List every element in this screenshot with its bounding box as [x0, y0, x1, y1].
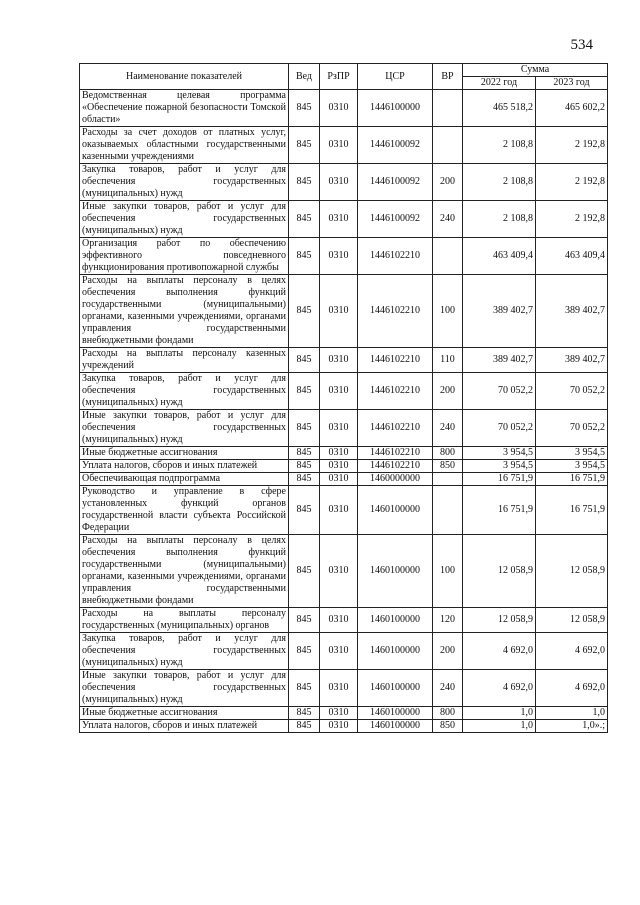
row-ved: 845 — [289, 720, 320, 733]
row-vr: 110 — [433, 348, 463, 373]
row-ved: 845 — [289, 447, 320, 460]
row-ved: 845 — [289, 164, 320, 201]
row-rzpr: 0310 — [320, 348, 358, 373]
row-amount-2023: 12 058,9 — [536, 535, 608, 608]
table-row — [80, 127, 608, 164]
table-row — [80, 201, 608, 238]
row-ved: 845 — [289, 633, 320, 670]
table-row — [80, 473, 608, 486]
row-name: Расходы за счет доходов от платных услуг, оказываемых областными государственными казенными учреждениями — [80, 127, 289, 164]
header-ved: Вед — [289, 64, 320, 90]
row-ved: 845 — [289, 473, 320, 486]
row-csr: 1446100000 — [358, 90, 433, 127]
row-vr: 100 — [433, 275, 463, 348]
table-row — [80, 535, 608, 608]
row-name: Закупка товаров, работ и услуг для обеспечения государственных (муниципальных) нужд — [80, 373, 289, 410]
row-name: Уплата налогов, сборов и иных платежей — [80, 720, 289, 733]
row-vr: 850 — [433, 460, 463, 473]
row-amount-2023: 3 954,5 — [536, 447, 608, 460]
row-name: Иные бюджетные ассигнования — [80, 707, 289, 720]
row-amount-2023: 389 402,7 — [536, 275, 608, 348]
row-amount-2022: 3 954,5 — [463, 447, 536, 460]
row-amount-2022: 463 409,4 — [463, 238, 536, 275]
row-amount-2023: 1,0 — [536, 707, 608, 720]
row-vr: 240 — [433, 410, 463, 447]
table-header — [80, 64, 608, 90]
row-ved: 845 — [289, 670, 320, 707]
row-amount-2023: 12 058,9 — [536, 608, 608, 633]
row-ved: 845 — [289, 127, 320, 164]
row-vr — [433, 486, 463, 535]
table-row — [80, 460, 608, 473]
row-csr: 1446102210 — [358, 373, 433, 410]
row-amount-2022: 12 058,9 — [463, 608, 536, 633]
row-rzpr: 0310 — [320, 201, 358, 238]
row-ved: 845 — [289, 608, 320, 633]
row-amount-2022: 4 692,0 — [463, 670, 536, 707]
table-row — [80, 164, 608, 201]
header-year-2023: 2023 год — [536, 77, 608, 90]
table-row — [80, 447, 608, 460]
row-name: Расходы на выплаты персоналу государственных (муниципальных) органов — [80, 608, 289, 633]
header-name: Наименование показателей — [80, 64, 289, 90]
row-vr: 200 — [433, 633, 463, 670]
row-name: Иные закупки товаров, работ и услуг для обеспечения государственных (муниципальных) нужд — [80, 410, 289, 447]
row-csr: 1446102210 — [358, 410, 433, 447]
table-row — [80, 348, 608, 373]
table-body — [80, 90, 608, 733]
row-rzpr: 0310 — [320, 373, 358, 410]
row-rzpr: 0310 — [320, 447, 358, 460]
row-amount-2022: 2 108,8 — [463, 164, 536, 201]
row-ved: 845 — [289, 275, 320, 348]
row-name: Обеспечивающая подпрограмма — [80, 473, 289, 486]
row-amount-2023: 16 751,9 — [536, 486, 608, 535]
row-amount-2023: 70 052,2 — [536, 373, 608, 410]
budget-table — [79, 63, 608, 733]
row-name: Расходы на выплаты персоналу в целях обеспечения выполнения функций государственными (муниципальными) органами, казенными учреждениями, органами управления государственными внебюджетными фондами — [80, 535, 289, 608]
row-vr: 240 — [433, 670, 463, 707]
row-csr: 1446100092 — [358, 164, 433, 201]
row-amount-2022: 1,0 — [463, 707, 536, 720]
row-amount-2022: 70 052,2 — [463, 373, 536, 410]
row-vr — [433, 238, 463, 275]
row-amount-2022: 389 402,7 — [463, 348, 536, 373]
row-amount-2023: 465 602,2 — [536, 90, 608, 127]
header-rzpr: РзПР — [320, 64, 358, 90]
row-name: Руководство и управление в сфере установленных функций органов государственной власти субъекта Российской Федерации — [80, 486, 289, 535]
row-csr: 1446102210 — [358, 447, 433, 460]
row-ved: 845 — [289, 460, 320, 473]
table-row — [80, 486, 608, 535]
row-amount-2023: 463 409,4 — [536, 238, 608, 275]
row-vr: 240 — [433, 201, 463, 238]
table-row — [80, 633, 608, 670]
row-amount-2023: 2 192,8 — [536, 164, 608, 201]
row-vr: 850 — [433, 720, 463, 733]
row-rzpr: 0310 — [320, 164, 358, 201]
row-amount-2022: 1,0 — [463, 720, 536, 733]
row-rzpr: 0310 — [320, 707, 358, 720]
row-amount-2023: 4 692,0 — [536, 670, 608, 707]
row-name: Расходы на выплаты персоналу казенных учреждений — [80, 348, 289, 373]
row-csr: 1460100000 — [358, 633, 433, 670]
row-name: Закупка товаров, работ и услуг для обеспечения государственных (муниципальных) нужд — [80, 633, 289, 670]
row-csr: 1446102210 — [358, 238, 433, 275]
row-name: Уплата налогов, сборов и иных платежей — [80, 460, 289, 473]
row-amount-2023: 3 954,5 — [536, 460, 608, 473]
row-rzpr: 0310 — [320, 633, 358, 670]
row-name: Расходы на выплаты персоналу в целях обеспечения выполнения функций государственными (муниципальными) органами, казенными учреждениями, органами управления государственными внебюджетными фондами — [80, 275, 289, 348]
table-row — [80, 275, 608, 348]
row-vr — [433, 90, 463, 127]
header-csr: ЦСР — [358, 64, 433, 90]
row-amount-2023: 70 052,2 — [536, 410, 608, 447]
row-rzpr: 0310 — [320, 473, 358, 486]
table-row — [80, 410, 608, 447]
row-vr: 200 — [433, 164, 463, 201]
row-csr: 1446102210 — [358, 275, 433, 348]
table-row — [80, 720, 608, 733]
row-ved: 845 — [289, 238, 320, 275]
row-csr: 1460100000 — [358, 720, 433, 733]
table-row — [80, 373, 608, 410]
row-ved: 845 — [289, 348, 320, 373]
row-vr — [433, 473, 463, 486]
row-amount-2022: 12 058,9 — [463, 535, 536, 608]
row-rzpr: 0310 — [320, 127, 358, 164]
row-ved: 845 — [289, 201, 320, 238]
row-amount-2022: 2 108,8 — [463, 127, 536, 164]
header-vr: ВР — [433, 64, 463, 90]
row-amount-2022: 16 751,9 — [463, 473, 536, 486]
row-csr: 1460100000 — [358, 707, 433, 720]
row-name: Закупка товаров, работ и услуг для обеспечения государственных (муниципальных) нужд — [80, 164, 289, 201]
row-vr: 100 — [433, 535, 463, 608]
row-ved: 845 — [289, 535, 320, 608]
row-rzpr: 0310 — [320, 670, 358, 707]
row-rzpr: 0310 — [320, 720, 358, 733]
row-vr: 800 — [433, 447, 463, 460]
header-year-2022: 2022 год — [463, 77, 536, 90]
row-csr: 1460100000 — [358, 486, 433, 535]
row-rzpr: 0310 — [320, 535, 358, 608]
row-vr: 800 — [433, 707, 463, 720]
row-name: Организация работ по обеспечению эффективного повседневного функционирования противопожарной службы — [80, 238, 289, 275]
row-amount-2022: 465 518,2 — [463, 90, 536, 127]
row-amount-2023: 4 692,0 — [536, 633, 608, 670]
row-vr: 200 — [433, 373, 463, 410]
row-amount-2022: 16 751,9 — [463, 486, 536, 535]
table-row — [80, 707, 608, 720]
row-name: Иные бюджетные ассигнования — [80, 447, 289, 460]
row-vr — [433, 127, 463, 164]
row-name: Иные закупки товаров, работ и услуг для обеспечения государственных (муниципальных) нужд — [80, 670, 289, 707]
table-row — [80, 238, 608, 275]
row-csr: 1446102210 — [358, 348, 433, 373]
table-row — [80, 90, 608, 127]
row-name: Ведомственная целевая программа «Обеспечение пожарной безопасности Томской области» — [80, 90, 289, 127]
row-amount-2022: 70 052,2 — [463, 410, 536, 447]
row-csr: 1460000000 — [358, 473, 433, 486]
table-row — [80, 608, 608, 633]
row-rzpr: 0310 — [320, 410, 358, 447]
row-vr: 120 — [433, 608, 463, 633]
row-rzpr: 0310 — [320, 460, 358, 473]
row-amount-2022: 4 692,0 — [463, 633, 536, 670]
row-amount-2022: 3 954,5 — [463, 460, 536, 473]
row-amount-2023: 2 192,8 — [536, 127, 608, 164]
row-csr: 1460100000 — [358, 608, 433, 633]
row-csr: 1446100092 — [358, 201, 433, 238]
row-ved: 845 — [289, 373, 320, 410]
row-rzpr: 0310 — [320, 608, 358, 633]
row-amount-2022: 389 402,7 — [463, 275, 536, 348]
row-csr: 1460100000 — [358, 535, 433, 608]
row-name: Иные закупки товаров, работ и услуг для обеспечения государственных (муниципальных) нужд — [80, 201, 289, 238]
row-csr: 1460100000 — [358, 670, 433, 707]
row-amount-2023: 389 402,7 — [536, 348, 608, 373]
row-rzpr: 0310 — [320, 90, 358, 127]
row-ved: 845 — [289, 707, 320, 720]
row-csr: 1446100092 — [358, 127, 433, 164]
row-amount-2023: 16 751,9 — [536, 473, 608, 486]
table-row — [80, 670, 608, 707]
row-amount-2023: 2 192,8 — [536, 201, 608, 238]
row-csr: 1446102210 — [358, 460, 433, 473]
row-rzpr: 0310 — [320, 238, 358, 275]
row-ved: 845 — [289, 90, 320, 127]
row-ved: 845 — [289, 410, 320, 447]
row-amount-2023: 1,0».; — [536, 720, 608, 733]
row-amount-2022: 2 108,8 — [463, 201, 536, 238]
row-ved: 845 — [289, 486, 320, 535]
row-rzpr: 0310 — [320, 275, 358, 348]
header-sum: Сумма — [463, 64, 608, 77]
page-number: 534 — [570, 37, 593, 53]
row-rzpr: 0310 — [320, 486, 358, 535]
